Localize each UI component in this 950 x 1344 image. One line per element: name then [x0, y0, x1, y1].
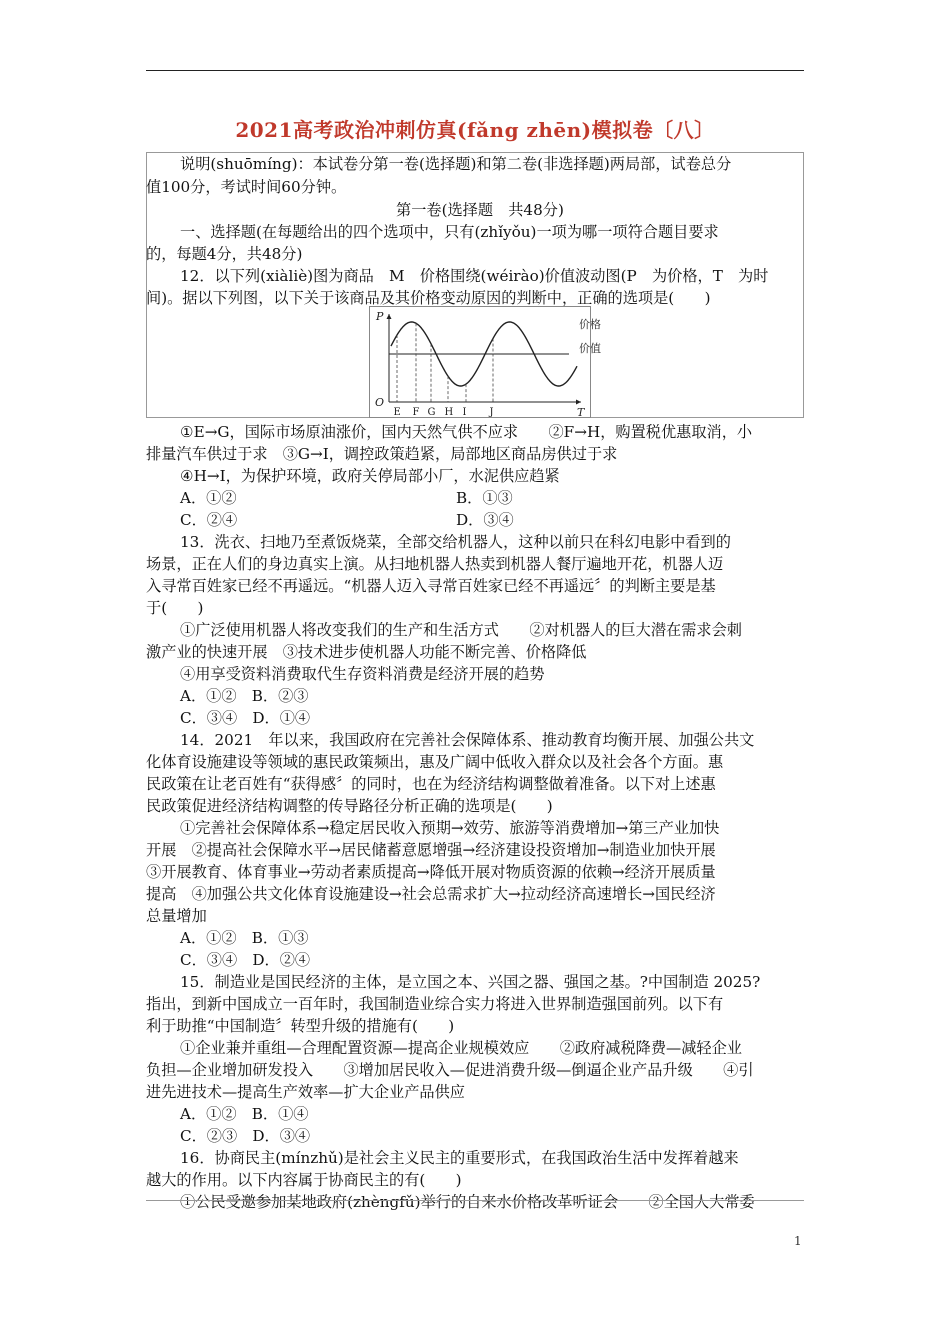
question-14-statement: 总量增加 [146, 907, 207, 925]
option-a: A．①② [180, 489, 237, 507]
y-axis-label: P [376, 310, 384, 323]
question-13-stem: 场景，正在人们的身边真实上演。从扫地机器人热卖到机器人餐厅遍地开花，机器人迈 [146, 555, 724, 573]
section-heading: 第一卷(选择题 共48分) [396, 201, 564, 219]
price-value-chart [369, 306, 601, 419]
question-14-statement: 开展 ②提高社会保障水平→居民储蓄意愿增强→经济建设投资增加→制造业加快开展 [146, 841, 716, 859]
option-c: C．②④ [180, 511, 238, 529]
x-tick-g: G [427, 407, 436, 418]
question-14-statement: ①完善社会保障体系→稳定居民收入预期→效劳、旅游等消费增加→第三产业加快 [180, 819, 720, 837]
document-title: 2021高考政治冲刺仿真(fǎng zhēn)模拟卷〔八〕 [235, 118, 715, 142]
question-12-statement: ①E→G，国际市场原油涨价，国内天然气供不应求 ②F→H，购置税优惠取消，小 [180, 423, 753, 441]
question-15-stem: 指出，到新中国成立一百年时，我国制造业综合实力将进入世界制造强国前列。以下有 [146, 995, 724, 1013]
question-15-statement: ①企业兼并重组—合理配置资源—提高企业规模效应 ②政府减税降费—减轻企业 [180, 1039, 742, 1057]
question-13-stem: 入寻常百姓家已经不再遥远。“机器人迈入寻常百姓家已经不再遥远〞的判断主要是基 [146, 577, 716, 595]
series-label-value: 价值 [579, 342, 601, 355]
question-13-statement: 激产业的快速开展 ③技术进步使机器人功能不断完善、价格降低 [146, 643, 587, 661]
x-tick-i: I [462, 407, 467, 418]
question-13-stem: 于( ) [146, 599, 204, 617]
instruction-line: 一、选择题(在每题给出的四个选项中，只有(zhǐyǒu)一项为哪一项符合题目要求 [180, 223, 719, 241]
question-15-stem: 利于助推“中国制造〞转型升级的措施有( ) [146, 1017, 455, 1035]
question-14-options: A．①② B．①③ [180, 929, 309, 947]
intro-line: 值100分，考试时间60分钟。 [146, 178, 347, 196]
question-15-options: A．①② B．①④ [180, 1105, 309, 1123]
question-15-stem: 15．制造业是国民经济的主体，是立国之本、兴国之器、强国之基。?中国制造 2025? [180, 973, 761, 991]
question-14-stem: 民政策在让老百姓有“获得感〞的同时，也在为经济结构调整做着准备。以下对上述惠 [146, 775, 716, 793]
question-15-statement: 进先进技术—提高生产效率—扩大企业产品供应 [146, 1083, 465, 1101]
intro-line: 说明(shuōmíng)：本试卷分第一卷(选择题)和第二卷(非选择题)两局部，试卷总分 [180, 155, 732, 173]
question-12-statement: ④H→I，为保护环境，政府关停局部小厂，水泥供应趋紧 [180, 467, 560, 485]
question-13-statement: ④用享受资料消费取代生存资料消费是经济开展的趋势 [180, 665, 545, 683]
question-13-stem: 13．洗衣、扫地乃至煮饭烧菜，全部交给机器人，这种以前只在科幻电影中看到的 [180, 533, 731, 551]
question-14-statement: ③开展教育、体育事业→劳动者素质提高→降低开展对物质资源的依赖→经济开展质量 [146, 863, 716, 881]
question-14-statement: 提高 ④加强公共文化体育设施建设→社会总需求扩大→拉动经济高速增长→国民经济 [146, 885, 716, 903]
x-axis-label: T [577, 406, 585, 419]
chart-frame [370, 307, 591, 418]
question-12-stem: 12．以下列(xiàliè)图为商品 M 价格围绕(wéirào)价值波动图(P 为价格，T 为时 [180, 267, 769, 285]
question-12-statement: 排量汽车供过于求 ③G→I，调控政策趋紧，局部地区商品房供过于求 [146, 445, 618, 463]
x-tick-e: E [393, 407, 401, 418]
question-16-statement: ①公民受邀参加某地政府(zhèngfǔ)举行的自来水价格改革听证会 ②全国人大常委 [180, 1193, 755, 1211]
content-bottom-rule [146, 1200, 804, 1201]
question-14-stem: 化体育设施建设等领域的惠民政策频出，惠及广阔中低收入群众以及社会各个方面。惠 [146, 753, 724, 771]
question-12-stem: 间)。据以下列图，以下关于该商品及其价格变动原因的判断中，正确的选项是( ) [146, 289, 711, 307]
origin-label: O [375, 396, 385, 409]
question-15-options: C．②③ D．③④ [180, 1127, 311, 1145]
x-tick-j: J [489, 407, 494, 418]
question-13-options: C．③④ D．①④ [180, 709, 311, 727]
page-number: 1 [794, 1234, 802, 1248]
question-13-statement: ①广泛使用机器人将改变我们的生产和生活方式 ②对机器人的巨大潜在需求会刺 [180, 621, 742, 639]
question-16-stem: 越大的作用。以下内容属于协商民主的有( ) [146, 1171, 462, 1189]
header-rule [146, 70, 804, 71]
question-15-statement: 负担—企业增加研发投入 ③增加居民收入—促进消费升级—倒逼企业产品升级 ④引 [146, 1061, 754, 1079]
question-14-stem: 14．2021 年以来，我国政府在完善社会保障体系、推动教育均衡开展、加强公共文 [180, 731, 755, 749]
question-16-stem: 16．协商民主(mínzhǔ)是社会主义民主的重要形式，在我国政治生活中发挥着越来 [180, 1149, 739, 1167]
x-tick-f: F [412, 407, 420, 418]
option-b: B．①③ [456, 489, 513, 507]
question-14-options: C．③④ D．②④ [180, 951, 311, 969]
question-13-options: A．①② B．②③ [180, 687, 309, 705]
option-d: D．③④ [456, 511, 514, 529]
x-tick-h: H [444, 407, 454, 418]
series-label-price: 价格 [579, 318, 601, 331]
instruction-line: 的，每题4分，共48分) [146, 245, 303, 263]
question-14-stem: 民政策促进经济结构调整的传导路径分析正确的选项是( ) [146, 797, 553, 815]
